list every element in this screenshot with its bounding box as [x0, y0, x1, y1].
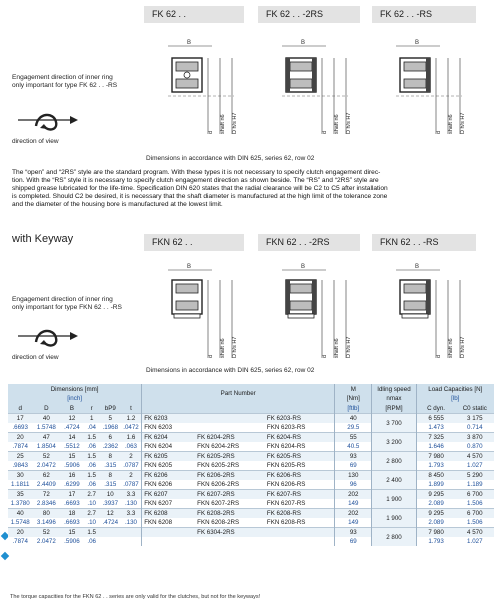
bearing-diagram-fk62-2rs: [264, 32, 364, 140]
table-cell: 1.646: [416, 442, 456, 452]
table-header-row-2: [inch] [Nm] nmax [lb]: [8, 394, 494, 403]
table-cell: 52: [32, 528, 60, 538]
table-cell: 96: [335, 480, 372, 490]
table-cell: 6: [100, 433, 121, 443]
table-cell: .10: [84, 499, 100, 509]
table-row: [8, 537, 494, 546]
table-cell: FKN 6208-RS: [265, 518, 335, 528]
table-cell: 2.0472: [32, 461, 60, 471]
table-cell: 202: [335, 509, 372, 519]
table-cell: .5906: [60, 461, 83, 471]
svg-text:D h/s H7: D h/s H7: [232, 112, 238, 134]
table-cell: FKN 6204-2RS: [195, 442, 265, 452]
table-cell: [142, 537, 195, 546]
svg-text:shaft n6: shaft n6: [334, 114, 340, 134]
table-cell: FKN 6207-2RS: [195, 499, 265, 509]
table-row: [8, 442, 494, 452]
table-cell: 93: [335, 452, 372, 462]
table-cell: 3.3: [121, 490, 142, 500]
table-cell: .2362: [100, 442, 121, 452]
table-cell: .0787: [121, 461, 142, 471]
table-cell: 30: [8, 471, 32, 481]
table-cell: 0.714: [456, 423, 494, 433]
dimensions-caption-1: Dimensions in accordance with DIN 625, series 62, row 02: [146, 155, 315, 162]
table-cell: 1.6: [121, 433, 142, 443]
table-cell: 20: [8, 433, 32, 443]
table-cell: .6693: [60, 499, 83, 509]
svg-text:D h/s H7: D h/s H7: [346, 112, 352, 134]
table-cell: 0.870: [456, 442, 494, 452]
table-cell: 1.5748: [32, 423, 60, 433]
table-cell: 2.089: [416, 499, 456, 509]
table-cell: 7 325: [416, 433, 456, 443]
table-cell: 9 295: [416, 509, 456, 519]
table-cell: FK 6205: [142, 452, 195, 462]
specifications-table: [8, 384, 494, 546]
table-cell: 29.5: [335, 423, 372, 433]
table-cell: 1.027: [456, 537, 494, 546]
table-cell: FKN 6204: [142, 442, 195, 452]
table-cell: .315: [100, 480, 121, 490]
table-row: [8, 490, 494, 500]
direction-of-view-2: direction of view: [12, 354, 59, 361]
table-cell: 1.5: [84, 433, 100, 443]
header-fkn62-rs: FKN 62 . . -RS: [372, 234, 476, 251]
table-cell: .4724: [60, 423, 83, 433]
table-cell: .7874: [8, 442, 32, 452]
table-cell: [195, 414, 265, 424]
table-cell: 6 555: [416, 414, 456, 424]
table-cell: 149: [335, 499, 372, 509]
table-cell: 62: [32, 471, 60, 481]
table-cell: 1 900: [372, 490, 416, 509]
svg-text:B: B: [301, 40, 306, 46]
table-cell: 7 980: [416, 452, 456, 462]
rotation-arrow-icon: [14, 322, 94, 352]
table-cell: 2: [121, 471, 142, 481]
svg-text:d: d: [208, 354, 214, 358]
table-row: [8, 480, 494, 490]
table-cell: 6 700: [456, 490, 494, 500]
table-cell: 2.7: [84, 509, 100, 519]
table-cell: .1968: [100, 423, 121, 433]
table-cell: .9843: [8, 461, 32, 471]
header-fk62-rs: [372, 6, 476, 23]
table-cell: .5906: [60, 537, 83, 546]
table-cell: FKN 6206-RS: [265, 480, 335, 490]
header-fkn62-2rs: FKN 62 . . -2RS: [258, 234, 360, 251]
svg-text:shaft n6: shaft n6: [448, 338, 454, 358]
svg-text:D h/s H7: D h/s H7: [460, 112, 466, 134]
table-cell: 93: [335, 528, 372, 538]
table-cell: 40.5: [335, 442, 372, 452]
svg-text:D h/s H7: D h/s H7: [232, 336, 238, 358]
table-row: [8, 528, 494, 538]
table-cell: 5 290: [456, 471, 494, 481]
table-cell: 2.7: [84, 490, 100, 500]
label-fk62: FK 62 . .: [152, 9, 187, 19]
table-cell: 40: [335, 414, 372, 424]
svg-text:d: d: [322, 130, 328, 134]
table-cell: 17: [8, 414, 32, 424]
table-cell: FK 6205-2RS: [195, 452, 265, 462]
table-cell: 12: [60, 414, 83, 424]
table-cell: [142, 528, 195, 538]
table-cell: 2 800: [372, 528, 416, 547]
table-cell: 1.5748: [8, 518, 32, 528]
table-cell: FKN 6205: [142, 461, 195, 471]
table-cell: [100, 537, 121, 546]
table-cell: 72: [32, 490, 60, 500]
table-cell: 130: [335, 471, 372, 481]
svg-text:d: d: [208, 130, 214, 134]
table-cell: 3 870: [456, 433, 494, 443]
table-cell: 14: [60, 433, 83, 443]
table-cell: 12: [100, 509, 121, 519]
table-cell: FK 6206: [142, 471, 195, 481]
table-cell: 1.3780: [8, 499, 32, 509]
table-cell: FK 6204: [142, 433, 195, 443]
table-cell: 40: [32, 414, 60, 424]
table-row: [8, 452, 494, 462]
table-cell: 1.5: [84, 471, 100, 481]
svg-text:D h/s H7: D h/s H7: [346, 336, 352, 358]
table-cell: FKN 6203: [142, 423, 195, 433]
table-cell: 20: [8, 528, 32, 538]
dimensions-caption-2: Dimensions in accordance with DIN 625, series 62, row 02: [146, 367, 315, 374]
table-cell: 1.473: [416, 423, 456, 433]
table-cell: FKN 6207-RS: [265, 499, 335, 509]
table-header-row-1: Dimensions [mm] Part Number M Idling speed Load Capacities [N]: [8, 384, 494, 394]
label-fk62-2rs: FK 62 . . -2RS: [266, 9, 324, 19]
header-fkn62: FKN 62 . .: [144, 234, 244, 251]
table-cell: .04: [84, 423, 100, 433]
bearing-diagram-fkn62: [150, 258, 250, 364]
table-cell: 1.899: [416, 480, 456, 490]
table-cell: 1.5: [84, 528, 100, 538]
table-cell: FK 6204-2RS: [195, 433, 265, 443]
table-cell: .06: [84, 442, 100, 452]
table-cell: FKN 6208-2RS: [195, 518, 265, 528]
svg-text:d: d: [436, 354, 442, 358]
row-marker-6208: [1, 552, 9, 560]
table-cell: FK 6208: [142, 509, 195, 519]
table-cell: [121, 537, 142, 546]
table-cell: FK 6208-RS: [265, 509, 335, 519]
table-cell: .4724: [100, 518, 121, 528]
table-cell: 4 570: [456, 452, 494, 462]
table-cell: 35: [8, 490, 32, 500]
table-cell: 80: [32, 509, 60, 519]
engagement-note-1: Engagement direction of inner ring only important for type FK 62 . . -RS: [12, 74, 118, 89]
table-cell: FK 6203: [142, 414, 195, 424]
table-cell: 1.8504: [32, 442, 60, 452]
svg-text:D h/s H7: D h/s H7: [460, 336, 466, 358]
table-cell: .0472: [121, 423, 142, 433]
svg-text:B: B: [415, 40, 420, 46]
table-cell: .3937: [100, 499, 121, 509]
bearing-diagram-fkn62-rs: [378, 258, 478, 364]
bearing-diagram-fkn62-2rs: [264, 258, 364, 364]
table-cell: FK 6206-2RS: [195, 471, 265, 481]
svg-text:shaft n6: shaft n6: [220, 338, 226, 358]
table-row: [8, 461, 494, 471]
keyway-title: with Keyway: [12, 233, 74, 245]
table-cell: [100, 528, 121, 538]
table-cell: [121, 528, 142, 538]
table-cell: 52: [32, 452, 60, 462]
svg-text:B: B: [187, 264, 192, 270]
table-cell: .063: [121, 442, 142, 452]
table-cell: .06: [84, 461, 100, 471]
table-cell: FKN 6208: [142, 518, 195, 528]
table-cell: 2: [121, 452, 142, 462]
table-cell: 1.189: [456, 480, 494, 490]
table-cell: [195, 423, 265, 433]
table-cell: 1.793: [416, 461, 456, 471]
table-row: [8, 518, 494, 528]
table-cell: FK 6304-2RS: [195, 528, 265, 538]
svg-text:d: d: [322, 354, 328, 358]
table-cell: 3 700: [372, 414, 416, 433]
svg-text:B: B: [415, 264, 420, 270]
table-cell: 25: [8, 452, 32, 462]
table-cell: .06: [84, 480, 100, 490]
table-cell: FK 6205-RS: [265, 452, 335, 462]
table-cell: 69: [335, 461, 372, 471]
table-cell: 1.1811: [8, 480, 32, 490]
rotation-arrow-icon: [14, 106, 94, 136]
table-cell: 1.506: [456, 499, 494, 509]
table-cell: 3.1496: [32, 518, 60, 528]
bearing-diagram-fk62-rs: [378, 32, 478, 140]
table-cell: FKN 6207: [142, 499, 195, 509]
table-cell: 17: [60, 490, 83, 500]
table-cell: 6 700: [456, 509, 494, 519]
table-cell: 16: [60, 471, 83, 481]
svg-text:B: B: [301, 264, 306, 270]
table-cell: 55: [335, 433, 372, 443]
table-cell: 9 295: [416, 490, 456, 500]
table-cell: FK 6208-2RS: [195, 509, 265, 519]
table-cell: FKN 6203-RS: [265, 423, 335, 433]
table-cell: FK 6203-RS: [265, 414, 335, 424]
table-cell: 202: [335, 490, 372, 500]
table-cell: FKN 6204-RS: [265, 442, 335, 452]
table-cell: [195, 537, 265, 546]
svg-text:B: B: [187, 40, 192, 46]
table-cell: 8 450: [416, 471, 456, 481]
table-cell: 1.506: [456, 518, 494, 528]
table-cell: 2 800: [372, 452, 416, 471]
table-cell: FK 6204-RS: [265, 433, 335, 443]
table-cell: .130: [121, 518, 142, 528]
table-cell: .6693: [8, 423, 32, 433]
table-cell: FK 6207: [142, 490, 195, 500]
table-cell: [265, 537, 335, 546]
table-cell: 2.8346: [32, 499, 60, 509]
table-cell: 15: [60, 452, 83, 462]
table-cell: .315: [100, 461, 121, 471]
table-cell: 10: [100, 490, 121, 500]
table-cell: 8: [100, 452, 121, 462]
svg-text:d: d: [436, 130, 442, 134]
table-cell: 5: [100, 414, 121, 424]
table-cell: FKN 6205-RS: [265, 461, 335, 471]
table-cell: 3 200: [372, 433, 416, 452]
header-fk62-2rs: [258, 6, 360, 23]
table-cell: 149: [335, 518, 372, 528]
table-cell: 1.2: [121, 414, 142, 424]
header-fk62: [144, 6, 244, 23]
table-cell: .130: [121, 499, 142, 509]
table-cell: 2.0472: [32, 537, 60, 546]
table-cell: 3 175: [456, 414, 494, 424]
table-cell: 1.793: [416, 537, 456, 546]
table-cell: 2.4409: [32, 480, 60, 490]
table-row: [8, 499, 494, 509]
table-cell: 18: [60, 509, 83, 519]
table-cell: .0787: [121, 480, 142, 490]
table-cell: 7 980: [416, 528, 456, 538]
table-cell: 1.5: [84, 452, 100, 462]
table-cell: .6299: [60, 480, 83, 490]
table-cell: 1 900: [372, 509, 416, 528]
table-cell: 4 570: [456, 528, 494, 538]
table-row: [8, 509, 494, 519]
table-cell: 15: [60, 528, 83, 538]
svg-text:shaft n6: shaft n6: [448, 114, 454, 134]
svg-text:shaft n6: shaft n6: [334, 338, 340, 358]
table-cell: 69: [335, 537, 372, 546]
table-cell: 3.3: [121, 509, 142, 519]
direction-of-view-1: direction of view: [12, 138, 59, 145]
svg-text:shaft n6: shaft n6: [220, 114, 226, 134]
table-cell: [265, 528, 335, 538]
table-cell: 40: [8, 509, 32, 519]
table-cell: FKN 6206-2RS: [195, 480, 265, 490]
table-cell: FK 6207-RS: [265, 490, 335, 500]
table-cell: FK 6207-2RS: [195, 490, 265, 500]
table-header-row-3: d D B r bP9 t [ftlb] [RPM] C dyn. C0 static: [8, 403, 494, 414]
label-fk62-rs: FK 62 . . -RS: [380, 9, 433, 19]
table-cell: 2 400: [372, 471, 416, 490]
bearing-diagram-fk62: [150, 32, 250, 140]
table-cell: .06: [84, 537, 100, 546]
table-cell: FKN 6205-2RS: [195, 461, 265, 471]
table-row: [8, 423, 494, 433]
table-cell: .6693: [60, 518, 83, 528]
table-cell: 1: [84, 414, 100, 424]
table-cell: 2.089: [416, 518, 456, 528]
table-cell: 1.027: [456, 461, 494, 471]
engagement-note-2: Engagement direction of inner ring only important for type FKN 62 . . -RS: [12, 296, 122, 311]
table-cell: FKN 6206: [142, 480, 195, 490]
table-cell: 47: [32, 433, 60, 443]
table-cell: .7874: [8, 537, 32, 546]
table-cell: .10: [84, 518, 100, 528]
table-row: [8, 433, 494, 443]
table-cell: FK 6206-RS: [265, 471, 335, 481]
description-paragraph: The “open” and “2RS” style are the standard program. With these types it is not necessary to specify clutch engagement direc- tion. With the “RS” style it is necessary to specify clutch engagement direction as shown beside. The “RS” and “2RS” style are shipped grease lubricated for the life-time. Specification DIN 620 states that the radial clearance will be C2 to C5 after installation is completed. Should C2 be desired, it is necessary that the shaft diameter is manufactured at the high limit of the tolerance zone and the diameter of the housing bore is manufactured at the lowest limit.: [12, 169, 388, 208]
table-row: [8, 414, 494, 424]
table-cell: 8: [100, 471, 121, 481]
footer-note: The torque capacities for the FKN 62 . . series are only valid for the clutches, but not for the keyways!: [10, 594, 261, 600]
table-cell: .5512: [60, 442, 83, 452]
table-row: [8, 471, 494, 481]
